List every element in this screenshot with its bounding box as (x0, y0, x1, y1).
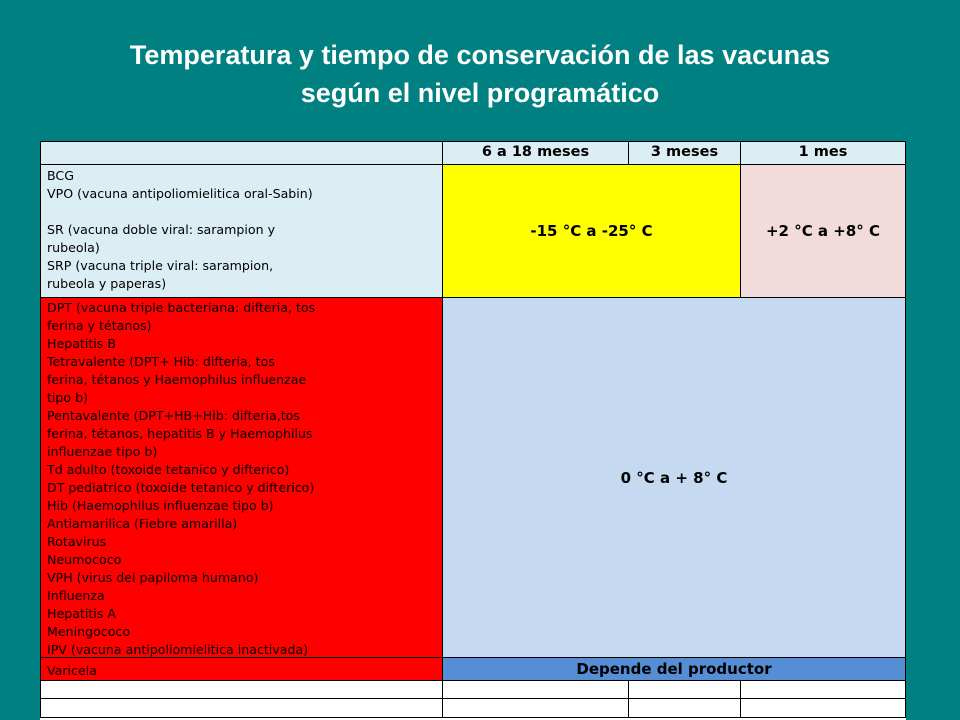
empty-cell (628, 680, 741, 699)
list-item: Meningococo (47, 624, 131, 639)
list-item: Varicela (47, 663, 97, 678)
empty-cell (740, 698, 906, 718)
list-item: Hepatitis B (47, 336, 117, 351)
list-item: tipo b) (47, 390, 89, 405)
list-item: Influenza (47, 588, 105, 603)
group1-fridge-range: +2 °C a +8° C (740, 164, 906, 298)
group3-note: Depende del productor (442, 657, 906, 681)
list-item: Hepatitis A (47, 606, 116, 621)
list-item: Hib (Haemophilus influenzae tipo b) (47, 498, 274, 513)
list-item: ferina y tétanos) (47, 318, 152, 333)
list-item: IPV (vacuna antipoliomielitica inactivada) (47, 642, 309, 657)
title-line-2: según el nivel programático (300, 78, 660, 108)
empty-cell (442, 698, 629, 718)
group2-range: 0 °C a + 8° C (442, 297, 906, 658)
list-item: Pentavalente (DPT+HB+Hib: difteria,tos (47, 408, 300, 423)
list-item: ferina, tétanos, hepatitis B y Haemophilus (47, 426, 313, 441)
list-item: rubeola y paperas) (47, 276, 167, 291)
title-line-1: Temperatura y tiempo de conservación de las vacunas (129, 40, 831, 70)
group1-vaccine-list (40, 164, 443, 298)
slide-title (0, 36, 960, 112)
list-item: rubeola) (47, 240, 100, 255)
header-empty-cell (40, 141, 443, 165)
empty-cell (628, 698, 741, 718)
empty-cell (40, 680, 443, 699)
empty-cell (40, 698, 443, 718)
list-item: VPH (virus del papiloma humano) (47, 570, 259, 585)
header-6-18-months: 6 a 18 meses (442, 141, 629, 165)
list-item: SRP (vacuna triple viral: sarampion, (47, 258, 274, 273)
list-item: SR (vacuna doble viral: sarampion y (47, 222, 276, 237)
list-item: BCG (47, 168, 74, 183)
list-item: ferina, tétanos y Haemophilus influenzae (47, 372, 307, 387)
header-3-months: 3 meses (628, 141, 741, 165)
list-item (47, 203, 442, 221)
list-item: Td adulto (toxoide tetanico y difterico) (47, 462, 290, 477)
list-item: Rotavirus (47, 534, 107, 549)
group2-vaccine-list (40, 297, 443, 658)
list-item: VPO (vacuna antipoliomielitica oral-Sabin) (47, 186, 313, 201)
empty-cell (740, 680, 906, 699)
group1-frozen-range: -15 °C a -25° C (442, 164, 741, 298)
header-1-month: 1 mes (740, 141, 906, 165)
vaccine-table (40, 141, 906, 720)
list-item: influenzae tipo b) (47, 444, 158, 459)
group3-vaccine (40, 657, 443, 681)
list-item: DPT (vacuna triple bacteriana: difteria, tos (47, 300, 316, 315)
list-item: Neumococo (47, 552, 122, 567)
list-item: DT pediatrico (toxoide tetanico y difterico) (47, 480, 315, 495)
list-item: Tetravalente (DPT+ Hib: difteria, tos (47, 354, 275, 369)
list-item: Antiamarilica (Fiebre amarilla) (47, 516, 238, 531)
empty-cell (442, 680, 629, 699)
